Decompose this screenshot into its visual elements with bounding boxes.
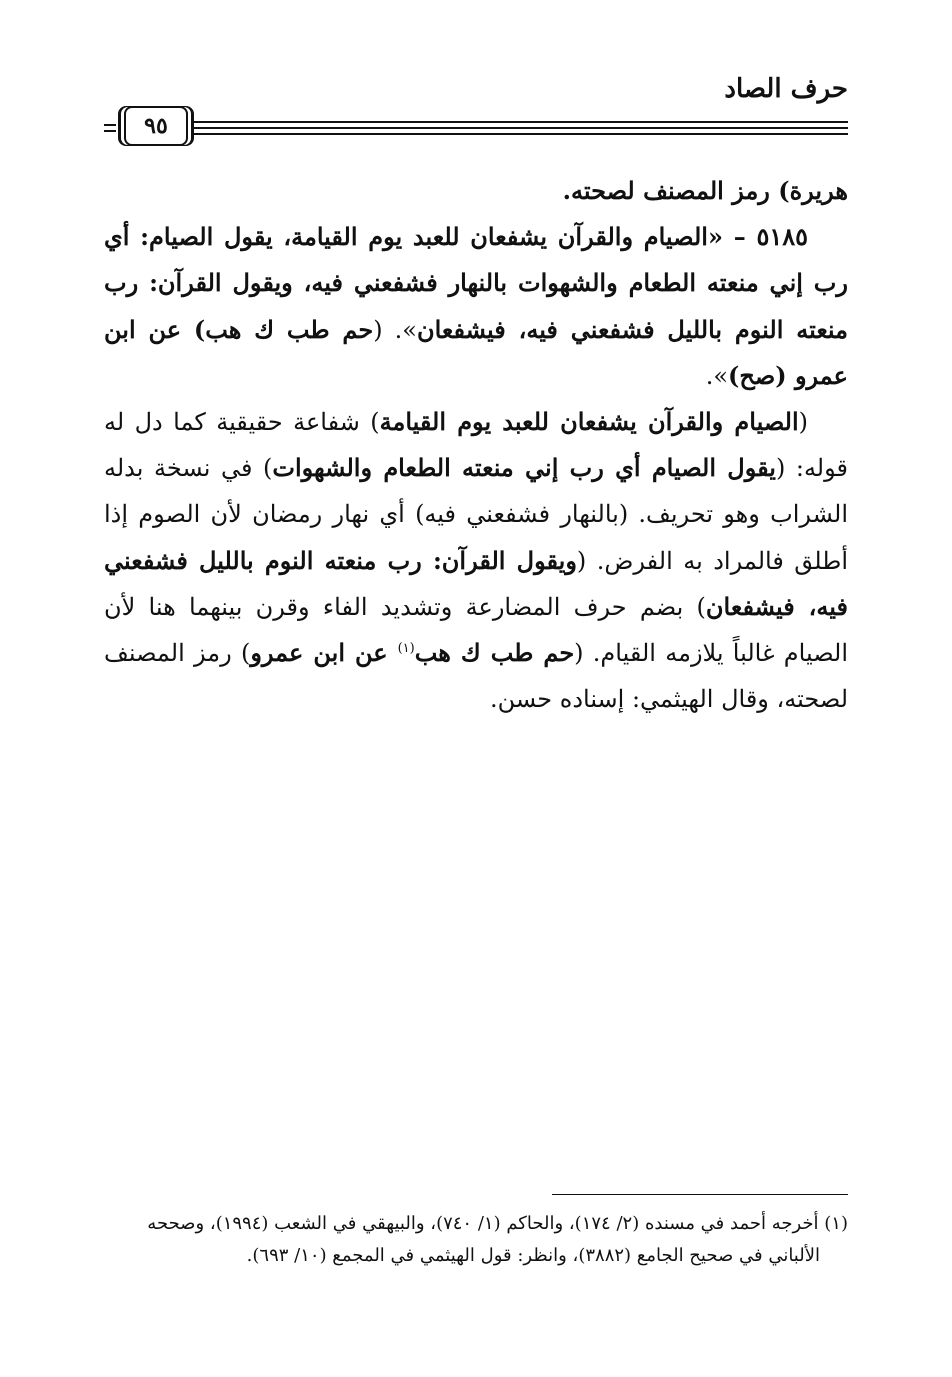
bold-text: هريرة) رمز المصنف لصحته. xyxy=(562,176,848,205)
main-text xyxy=(104,168,848,722)
commentary-quote: الصيام والقرآن يشفعان للعبد يوم القيامة xyxy=(379,407,799,437)
hadith-text: الصيام والقرآن يشفعان للعبد يوم القيامة، يقول الصيام: أي رب إني منعته الطعام والشهوات بالنهار فشفعني فيه، ويقول القرآن: رب منعته النوم بالليل فشفعني فيه، فيشفعان xyxy=(104,222,848,344)
hadith-end: ». xyxy=(705,361,729,390)
commentary-text: ) رمز المصنف لصحته، وقال الهيثمي: إسناده حسن. xyxy=(104,639,848,714)
hadith-entry xyxy=(104,214,848,399)
commentary-source: حم طب ك هب xyxy=(414,638,575,668)
header-rule-line xyxy=(192,133,848,135)
commentary-text: ) بضم حرف المضارعة وتشديد الفاء وقرن بينهما هنا لأن الصيام غالباً يلازمه القيام. ( xyxy=(104,592,849,668)
footnote-line: الألباني في صحيح الجامع (٣٨٨٢)، وانظر: قول الهيثمي في المجمع (١٠/ ٦٩٣). xyxy=(246,1245,820,1266)
hadith-source: حم طب ك هب) عن ابن عمرو (صح) xyxy=(104,314,848,390)
header-rule-stub xyxy=(104,130,116,132)
footnotes xyxy=(104,1208,848,1272)
header-rule-line xyxy=(192,127,848,129)
paragraph-continuation xyxy=(104,168,848,214)
commentary-source: عن ابن عمرو xyxy=(250,638,398,668)
header-rule-stub xyxy=(104,124,116,126)
commentary-quote: يقول الصيام أي رب إني منعته الطعام والشهوات xyxy=(272,453,776,483)
footnote-ref[interactable]: (١) xyxy=(397,641,415,657)
header-rule xyxy=(104,113,848,139)
page-number: ٩٥ xyxy=(124,106,188,146)
commentary-quote: ويقول القرآن: رب منعته النوم بالليل فشفعني فيه، فيشفعان xyxy=(104,545,849,621)
commentary-paragraph xyxy=(104,399,848,722)
commentary-text: ) شفاعة حقيقية كما دل له قوله: ( xyxy=(104,408,848,483)
hadith-quote-close: ». ( xyxy=(373,315,417,344)
hadith-number: ٥١٨٥ xyxy=(756,222,808,252)
chapter-title: حرف الصاد xyxy=(724,74,848,104)
commentary-text: ) في نسخة بدله الشراب وهو تحريف. (بالنهار فشفعني فيه) أي نهار رمضان لأن الصوم إذا أطلق فالمراد به الفرض. ( xyxy=(104,454,849,575)
paren: ( xyxy=(798,408,808,437)
footnote-divider xyxy=(552,1194,848,1195)
footnote-line: (١) أخرجه أحمد في مسنده (٢/ ١٧٤)، والحاكم (١/ ٧٤٠)، والبيهقي في الشعب (١٩٩٤)، وصححه xyxy=(147,1213,848,1234)
header-rule-line xyxy=(192,121,848,123)
hadith-separator: – « xyxy=(707,222,757,252)
